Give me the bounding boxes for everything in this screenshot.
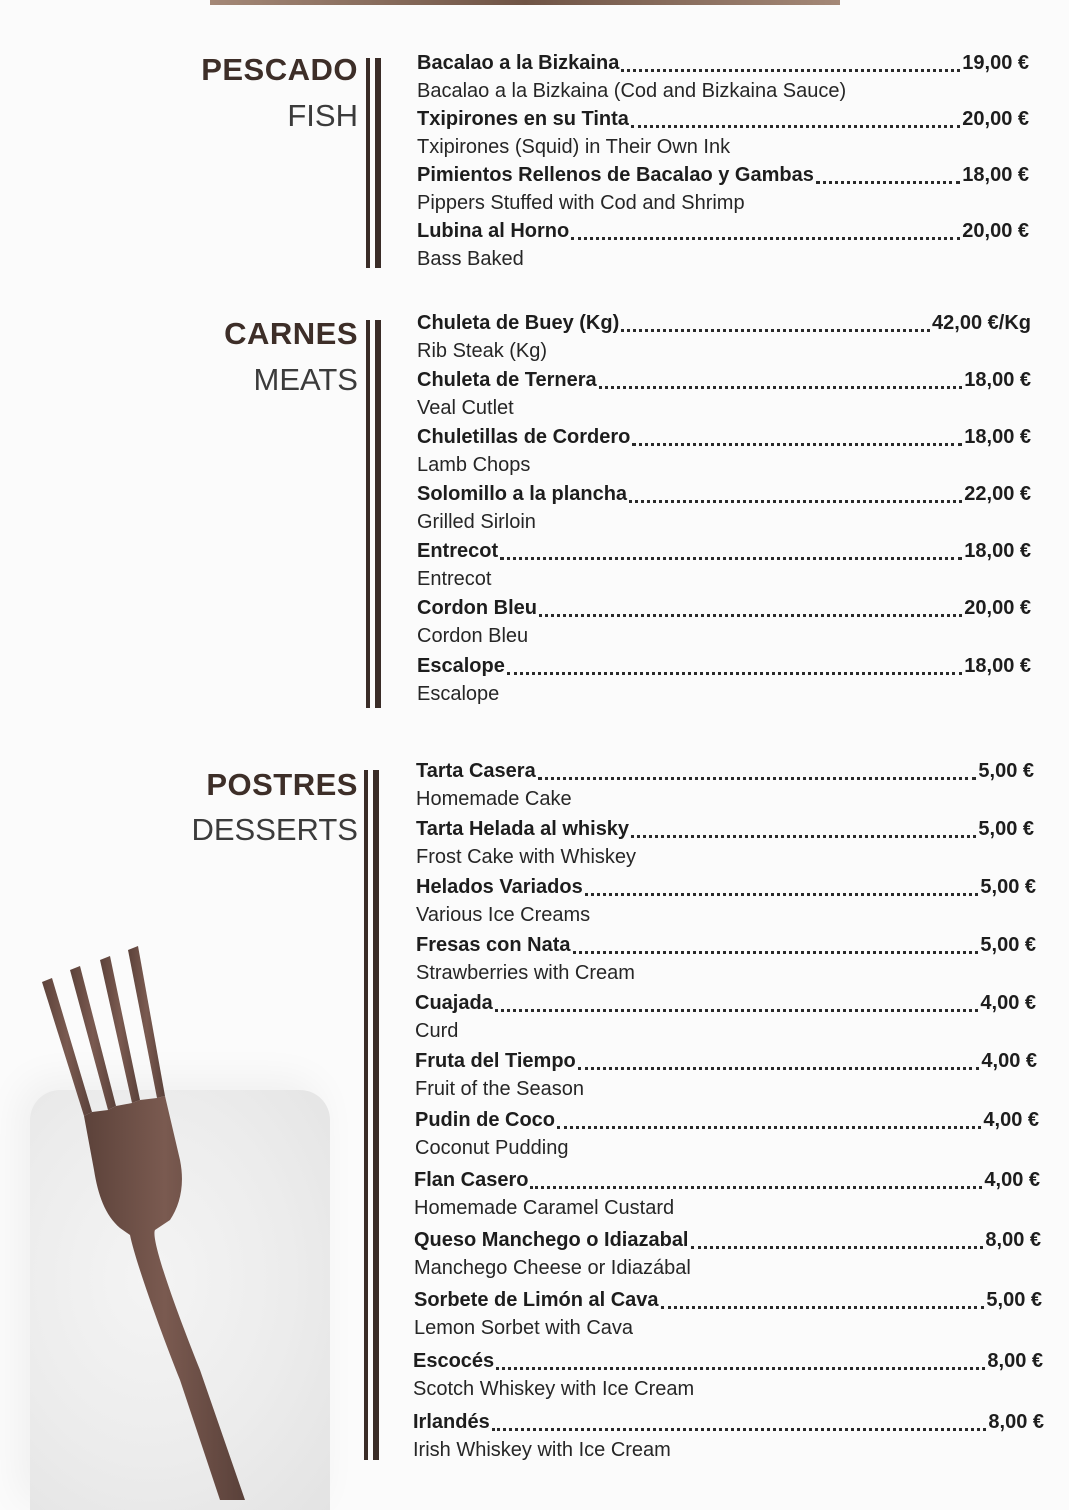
leader-dots (578, 1066, 980, 1070)
item-translation: Bacalao a la Bizkaina (Cod and Bizkaina Sauce) (417, 80, 847, 102)
item-price: 8,00 € (985, 1229, 1041, 1251)
item-name: Cuajada (415, 992, 493, 1014)
top-decorative-bar (210, 0, 840, 5)
menu-item (416, 934, 1036, 990)
item-translation: Homemade Caramel Custard (414, 1197, 675, 1219)
leader-dots (621, 328, 930, 332)
item-price: 18,00 € (964, 426, 1031, 448)
menu-item (417, 426, 1031, 482)
item-price: 5,00 € (980, 876, 1036, 898)
leader-dots (492, 1427, 987, 1431)
leader-dots (691, 1245, 984, 1249)
item-translation: Coconut Pudding (415, 1137, 569, 1159)
leader-dots (538, 776, 977, 780)
menu-item (417, 52, 1029, 108)
item-price: 18,00 € (962, 164, 1029, 186)
item-price: 20,00 € (962, 108, 1029, 130)
item-name: Chuletillas de Cordero (417, 426, 631, 448)
item-translation: Various Ice Creams (416, 904, 591, 926)
leader-dots (599, 385, 963, 389)
item-name: Fresas con Nata (416, 934, 571, 956)
menu-item (417, 655, 1031, 711)
menu-item (414, 1169, 1040, 1225)
section-title-es: PESCADO (201, 52, 358, 87)
item-price: 8,00 € (988, 1411, 1044, 1433)
divider-bar (364, 770, 368, 1460)
item-price: 18,00 € (964, 655, 1031, 677)
item-translation: Lamb Chops (417, 454, 531, 476)
divider-bar (373, 770, 379, 1460)
menu-item (416, 876, 1036, 932)
item-price: 20,00 € (962, 220, 1029, 242)
divider-bar (366, 58, 370, 268)
leader-dots (631, 834, 976, 838)
item-name: Solomillo a la plancha (417, 483, 628, 505)
item-translation: Frost Cake with Whiskey (416, 846, 637, 868)
item-translation: Grilled Sirloin (417, 511, 536, 533)
menu-item (417, 312, 1031, 368)
leader-dots (507, 671, 962, 675)
item-name: Queso Manchego o Idiazabal (414, 1229, 689, 1251)
item-translation: Txipirones (Squid) in Their Own Ink (417, 136, 731, 158)
menu-item (414, 1229, 1041, 1285)
item-name: Sorbete de Limón al Cava (414, 1289, 659, 1311)
item-translation: Cordon Bleu (417, 625, 529, 647)
item-name: Tarta Helada al whisky (416, 818, 630, 840)
menu-item (417, 369, 1031, 425)
leader-dots (539, 613, 962, 617)
divider-bar (366, 320, 370, 708)
item-price: 4,00 € (984, 1169, 1040, 1191)
item-name: Escalope (417, 655, 505, 677)
item-name: Tarta Casera (416, 760, 536, 782)
leader-dots (495, 1008, 979, 1012)
item-price: 22,00 € (964, 483, 1031, 505)
item-translation: Strawberries with Cream (416, 962, 635, 984)
section-title-es: POSTRES (206, 767, 358, 802)
menu-item (417, 483, 1031, 539)
item-price: 5,00 € (986, 1289, 1042, 1311)
item-name: Bacalao a la Bizkaina (417, 52, 620, 74)
item-translation: Veal Cutlet (417, 397, 514, 419)
section-title-en: MEATS (253, 362, 358, 397)
item-translation: Entrecot (417, 568, 492, 590)
leader-dots (500, 556, 962, 560)
item-name: Escocés (413, 1350, 495, 1372)
leader-dots (573, 950, 979, 954)
item-price: 4,00 € (981, 1050, 1037, 1072)
leader-dots (632, 442, 962, 446)
item-translation: Homemade Cake (416, 788, 572, 810)
leader-dots (631, 124, 960, 128)
divider-bar (375, 58, 381, 268)
leader-dots (629, 499, 962, 503)
item-translation: Irish Whiskey with Ice Cream (413, 1439, 671, 1461)
item-name: Chuleta de Ternera (417, 369, 597, 391)
item-price: 8,00 € (987, 1350, 1043, 1372)
menu-item (417, 164, 1029, 220)
leader-dots (621, 68, 960, 72)
item-price: 18,00 € (964, 540, 1031, 562)
item-translation: Lemon Sorbet with Cava (414, 1317, 634, 1339)
menu-item (417, 220, 1029, 276)
menu-item (414, 1289, 1042, 1345)
menu-item (417, 597, 1031, 653)
leader-dots (816, 180, 960, 184)
leader-dots (661, 1305, 985, 1309)
item-name: Cordon Bleu (417, 597, 537, 619)
leader-dots (571, 236, 960, 240)
item-name: Fruta del Tiempo (415, 1050, 576, 1072)
section-title-en: FISH (287, 98, 358, 133)
menu-item (417, 108, 1029, 164)
item-price: 4,00 € (980, 992, 1036, 1014)
menu-item (415, 1050, 1037, 1106)
item-name: Pimientos Rellenos de Bacalao y Gambas (417, 164, 814, 186)
menu-item (415, 992, 1036, 1048)
section-title-es: CARNES (224, 316, 358, 351)
divider-bar (375, 320, 381, 708)
item-translation: Curd (415, 1020, 459, 1042)
leader-dots (557, 1125, 981, 1129)
menu-item (417, 540, 1031, 596)
item-name: Helados Variados (416, 876, 583, 898)
item-price: 42,00 €/Kg (932, 312, 1031, 334)
leader-dots (585, 892, 979, 896)
item-name: Flan Casero (414, 1169, 529, 1191)
item-name: Lubina al Horno (417, 220, 570, 242)
item-name: Txipirones en su Tinta (417, 108, 629, 130)
item-name: Pudin de Coco (415, 1109, 555, 1131)
item-name: Chuleta de Buey (Kg) (417, 312, 620, 334)
item-price: 4,00 € (983, 1109, 1039, 1131)
menu-item (413, 1411, 1044, 1467)
item-price: 20,00 € (964, 597, 1031, 619)
leader-dots (496, 1366, 985, 1370)
item-translation: Bass Baked (417, 248, 524, 270)
item-name: Irlandés (413, 1411, 490, 1433)
item-price: 5,00 € (978, 760, 1034, 782)
item-translation: Rib Steak (Kg) (417, 340, 548, 362)
menu-item (416, 760, 1034, 816)
menu-item (415, 1109, 1039, 1165)
item-price: 5,00 € (978, 818, 1034, 840)
item-translation: Fruit of the Season (415, 1078, 584, 1100)
menu-item (416, 818, 1034, 874)
item-translation: Pippers Stuffed with Cod and Shrimp (417, 192, 745, 214)
menu-item (413, 1350, 1043, 1406)
item-name: Entrecot (417, 540, 499, 562)
leader-dots (530, 1185, 982, 1189)
item-price: 19,00 € (962, 52, 1029, 74)
item-translation: Manchego Cheese or Idiazábal (414, 1257, 691, 1279)
item-translation: Escalope (417, 683, 500, 705)
item-translation: Scotch Whiskey with Ice Cream (413, 1378, 695, 1400)
fork-icon (30, 930, 330, 1500)
item-price: 18,00 € (964, 369, 1031, 391)
item-price: 5,00 € (980, 934, 1036, 956)
section-title-en: DESSERTS (191, 812, 358, 847)
